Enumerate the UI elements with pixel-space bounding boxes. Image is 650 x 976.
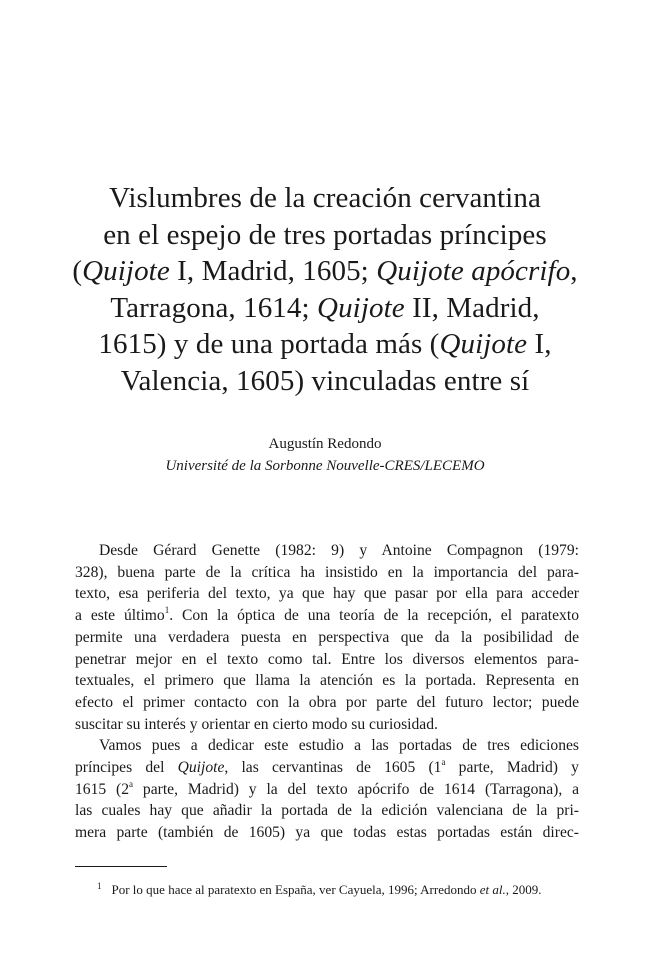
title-text: Valencia, 1605) vinculadas entre sí	[120, 364, 530, 397]
title-text: ,	[570, 255, 578, 287]
paragraph-line	[75, 540, 579, 562]
title-text: en el espejo de tres portadas príncipes	[103, 218, 547, 251]
title-text: I, Madrid, 1605;	[169, 255, 377, 287]
title-line	[60, 253, 590, 290]
paragraph-line	[75, 605, 579, 627]
text-run: 1615 (2	[75, 780, 130, 798]
title-italic: Quijote	[439, 328, 528, 360]
paragraph-line	[75, 714, 579, 736]
title-line	[60, 290, 590, 327]
text-run: mera parte (también de 1605) ya que todas estas portadas están direc-	[75, 824, 579, 842]
title-text: (	[72, 255, 83, 287]
footnote-number: 1	[97, 881, 102, 891]
text-run: , las cervantinas de 1605 (1	[224, 759, 442, 777]
text-run: penetrar mejor en el texto como tal. Entre los diversos elementos para-	[75, 650, 579, 668]
text-run: parte, Madrid) y	[445, 759, 579, 777]
paragraph-line	[75, 822, 579, 844]
ordinal-superscript: a	[129, 778, 134, 789]
title-text: II, Madrid,	[404, 291, 540, 324]
body-text	[75, 540, 579, 844]
text-run: permite una verdadera puesta en perspectiva que da la posibilidad de	[75, 628, 579, 646]
text-run: texto, esa periferia del texto, ya que hay que pasar por ella para acceder	[75, 585, 579, 603]
article-title	[60, 180, 590, 399]
title-italic: Quijote apócrifo	[376, 255, 571, 287]
text-run: textuales, el primero que llama la atención es la portada. Representa en	[75, 672, 579, 690]
paragraph-line	[75, 800, 579, 822]
footnote	[97, 882, 587, 898]
footnote-reference[interactable]: 1	[164, 605, 170, 615]
text-run: . Con la óptica de una teoría de la recepción, el paratexto	[169, 607, 579, 625]
text-run: las cuales hay que añadir la portada de la edición valenciana de la pri-	[75, 802, 579, 820]
footnote-divider	[75, 866, 167, 867]
title-text: I,	[527, 328, 552, 360]
title-line	[60, 180, 590, 217]
paragraph-line	[75, 649, 579, 671]
text-run: parte, Madrid) y la del texto apócrifo de 1614 (Tarragona), a	[133, 780, 579, 798]
title-text: 1615) y de una portada más (	[98, 328, 440, 360]
paragraph-line	[75, 757, 579, 779]
paragraph-line	[75, 583, 579, 605]
title-text: Vislumbres de la creación cervantina	[109, 182, 541, 214]
title-line	[60, 363, 590, 400]
paragraph-line	[75, 670, 579, 692]
author-affiliation: Université de la Sorbonne Nouvelle-CRES/LECEMO	[165, 458, 485, 474]
paragraph-line	[75, 779, 579, 801]
text-run: príncipes del	[75, 759, 178, 777]
title-text: Tarragona, 1614;	[110, 291, 318, 324]
paragraph-line	[75, 562, 579, 584]
title-italic: Quijote	[82, 255, 170, 287]
text-run: Vamos pues a dedicar este estudio a las portadas de tres ediciones	[99, 737, 579, 755]
footnote-text: , 2009.	[505, 882, 542, 897]
footnote-italic: et al.	[479, 882, 506, 897]
ordinal-superscript: a	[441, 757, 446, 767]
author-name: Augustín Redondo	[268, 436, 382, 452]
title-italic: Quijote	[317, 291, 405, 324]
text-run: efecto el primer contacto con la obra por parte del futuro lector; puede	[75, 693, 579, 711]
paragraph-line	[75, 735, 579, 757]
footnote-text: Por lo que hace al paratexto en España, ver Cayuela, 1996; Arredondo	[111, 882, 480, 897]
text-run: suscitar su interés y orientar en cierto modo su curiosidad.	[75, 715, 438, 733]
italic-run: Quijote	[177, 759, 225, 777]
text-run: 328), buena parte de la crítica ha insistido en la importancia del para-	[75, 563, 579, 581]
text-run: a este último	[75, 607, 165, 625]
paragraph-line	[75, 692, 579, 714]
title-line	[60, 217, 590, 254]
title-line	[60, 326, 590, 363]
text-run: Desde Gérard Genette (1982: 9) y Antoine Compagnon (1979:	[99, 542, 579, 559]
paragraph-line	[75, 627, 579, 649]
